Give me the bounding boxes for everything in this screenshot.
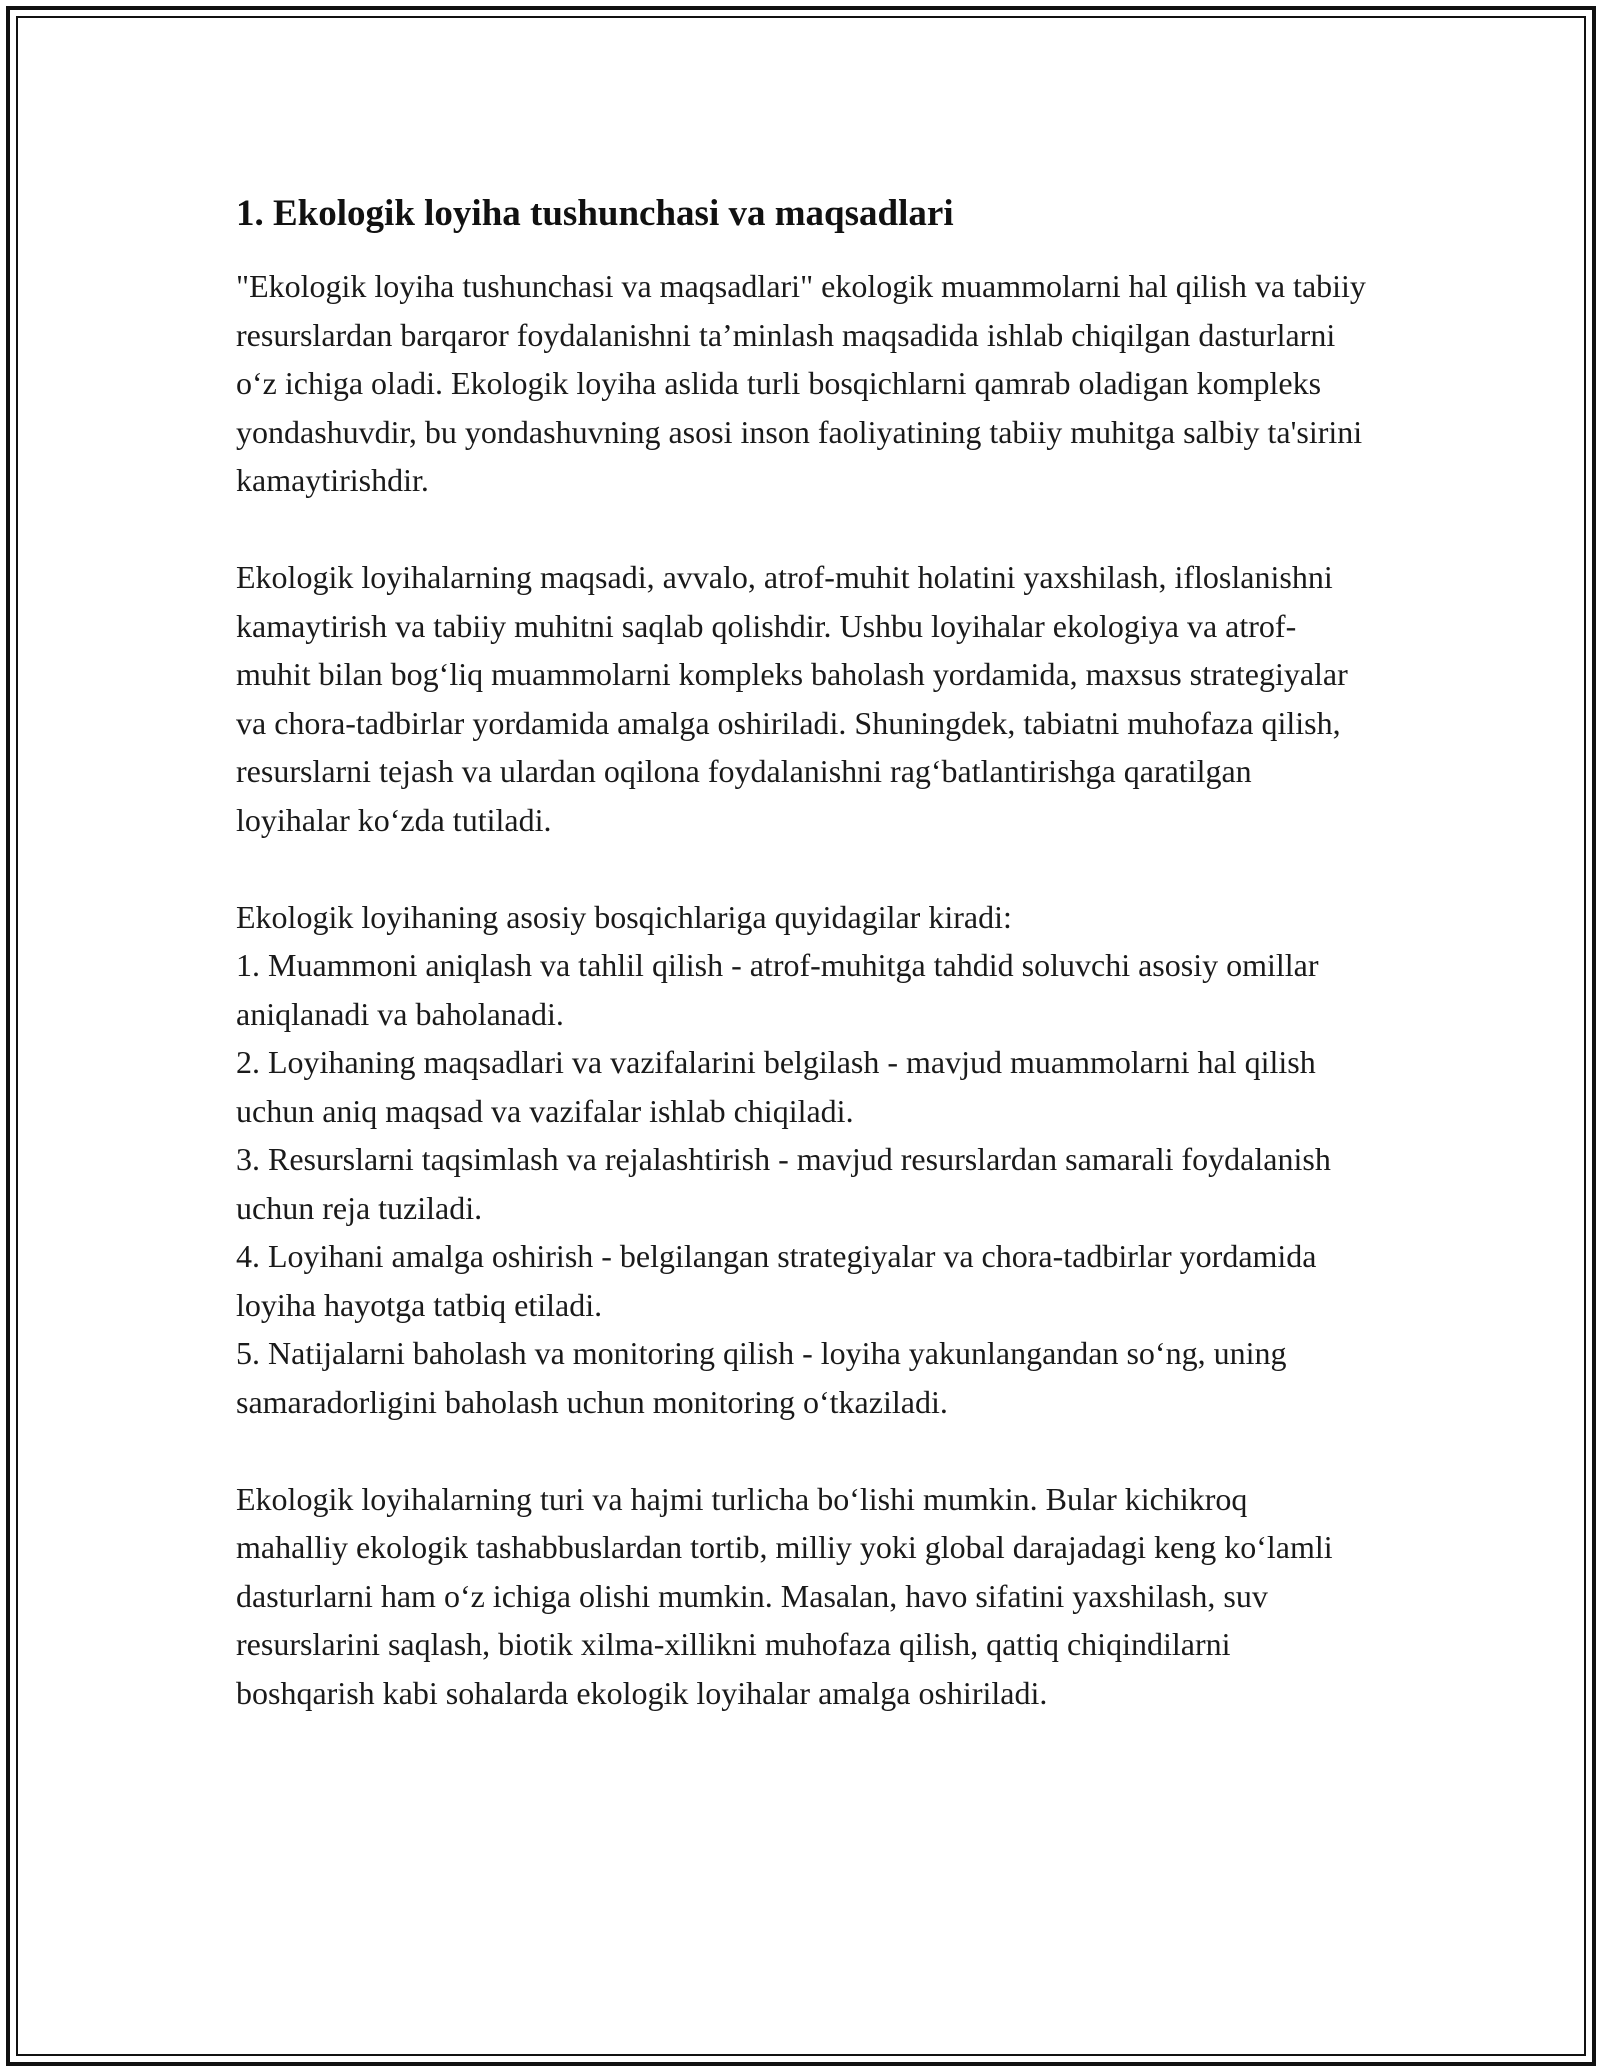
stages-intro: Ekologik loyihaning asosiy bosqichlariga quyidagilar kiradi: <box>236 898 1012 935</box>
paragraph-gap <box>236 505 1366 554</box>
stage-item-3: 3. Resurslarni taqsimlash va rejalashtirish - mavjud resurslardan samarali foydalanish uchun reja tuziladi. <box>236 1141 1331 1226</box>
stage-item-5: 5. Natijalarni baholash va monitoring qilish - loyiha yakunlangandan so‘ng, uning samaradorligini baholash uchun monitoring o‘tkaziladi. <box>236 1335 1287 1420</box>
document-body <box>236 190 1366 1717</box>
paragraph-goals: Ekologik loyihalarning maqsadi, avvalo, atrof-muhit holatini yaxshilash, ifloslanishni kamaytirish va tabiiy muhitni saqlab qolishdir. Ushbu loyihalar ekologiya va atrof-muhit bilan bog‘liq muammolarni kompleks baholash yordamida, maxsus strategiyalar va chora-tadbirlar yordamida amalga oshiriladi. Shuningdek, tabiatni muhofaza qilish, resurslarni tejash va ulardan oqilona foydalanishni rag‘batlantirishga qaratilgan loyihalar ko‘zda tutiladi. <box>236 559 1348 838</box>
stages-block <box>236 893 1366 1427</box>
paragraph-intro: "Ekologik loyiha tushunchasi va maqsadlari" ekologik muammolarni hal qilish va tabiiy resurslardan barqaror foydalanishni ta’minlash maqsadida ishlab chiqilgan dasturlarni o‘z ichiga oladi. Ekologik loyiha aslida turli bosqichlarni qamrab oladigan kompleks yondashuvdir, bu yondashuvning asosi inson faoliyatining tabiiy muhitga salbiy ta'sirini kamaytirishdir. <box>236 268 1366 498</box>
stage-item-2: 2. Loyihaning maqsadlari va vazifalarini belgilash - mavjud muammolarni hal qilish uchun aniq maqsad va vazifalar ishlab chiqiladi. <box>236 1044 1316 1129</box>
paragraph-gap <box>236 844 1366 893</box>
paragraph-gap <box>236 1426 1366 1475</box>
paragraph-types: Ekologik loyihalarning turi va hajmi turlicha bo‘lishi mumkin. Bular kichikroq mahalliy ekologik tashabbuslardan tortib, milliy yoki global darajadagi keng ko‘lamli dasturlarni ham o‘z ichiga olishi mumkin. Masalan, havo sifatini yaxshilash, suv resurslarini saqlash, biotik xilma-xillikni muhofaza qilish, qattiq chiqindilarni boshqarish kabi sohalarda ekologik loyihalar amalga oshiriladi. <box>236 1480 1333 1711</box>
section-title: 1. Ekologik loyiha tushunchasi va maqsadlari <box>236 193 954 234</box>
stage-item-1: 1. Muammoni aniqlash va tahlil qilish - atrof-muhitga tahdid soluvchi asosiy omillar aniqlanadi va baholanadi. <box>236 947 1319 1032</box>
stage-item-4: 4. Loyihani amalga oshirish - belgilangan strategiyalar va chora-tadbirlar yordamida loyiha hayotga tatbiq etiladi. <box>236 1238 1317 1323</box>
